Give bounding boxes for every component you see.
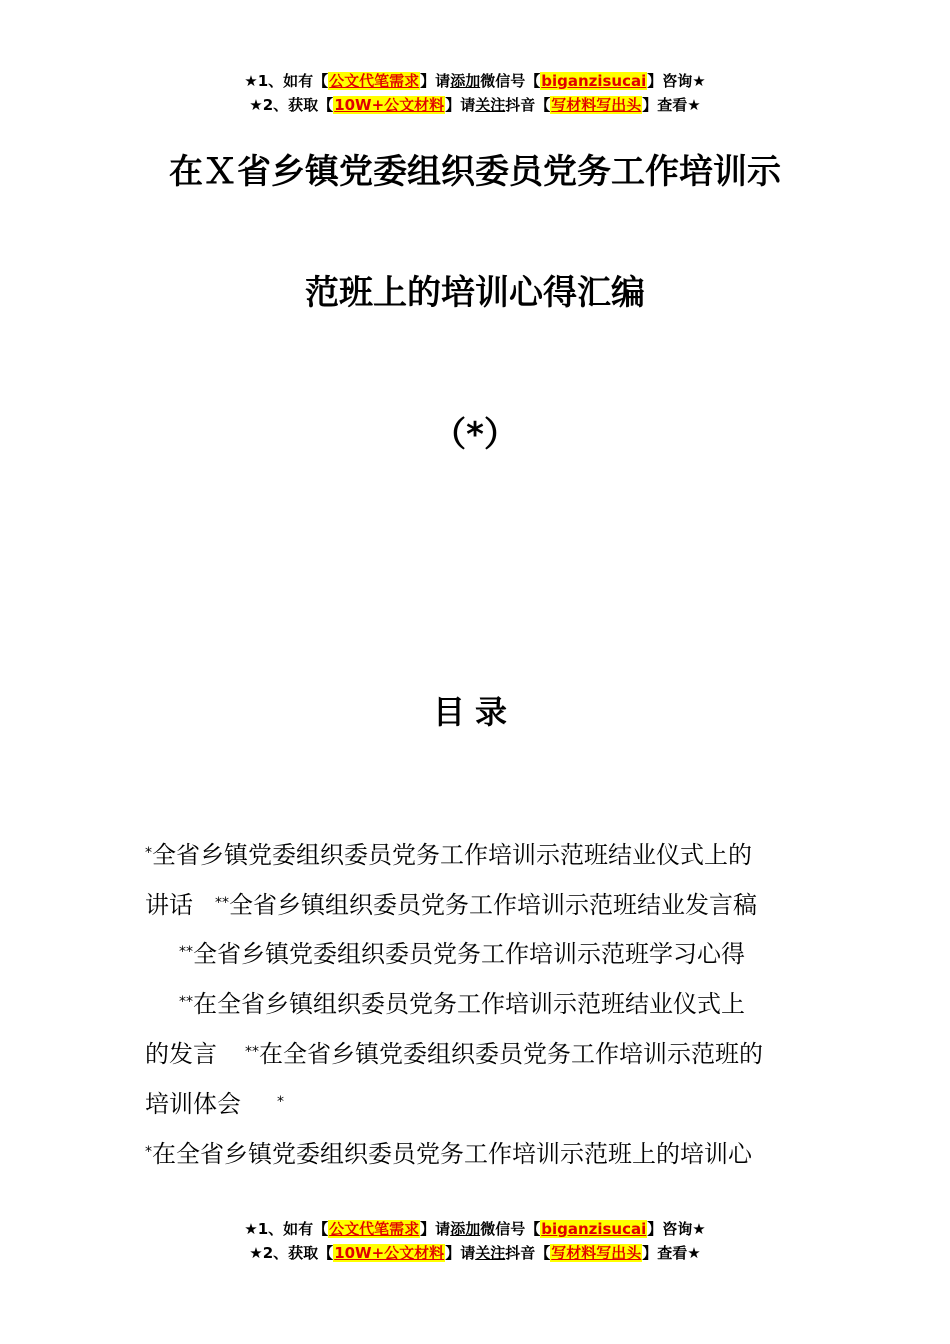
service-highlight: 公文代笔需求 [329, 72, 420, 90]
toc-line: 讲话 **全省乡镇组织委员党务工作培训示范班结业发言稿 [145, 891, 757, 919]
bottom-banner [0, 1217, 950, 1265]
document-title-line-1: 在Ｘ省乡镇党委组织委员党务工作培训示 [169, 152, 781, 192]
douyin-id-highlight: 写材料写出头 [551, 96, 642, 114]
materials-highlight: 10W+公文材料 [334, 1244, 445, 1262]
toc-line: **在全省乡镇组织委员党务工作培训示范班结业仪式上 [179, 990, 745, 1018]
document-title-line-2: 范班上的培训心得汇编 [305, 273, 645, 313]
banner-line-2: ★2、获取【10W+公文材料】请关注抖音【写材料写出头】查看★ [249, 1244, 701, 1262]
materials-highlight: 10W+公文材料 [334, 96, 445, 114]
toc-line: *全省乡镇党委组织委员党务工作培训示范班结业仪式上的 [145, 841, 752, 869]
toc-line: *在全省乡镇党委组织委员党务工作培训示范班上的培训心 [145, 1140, 752, 1168]
banner-line-2: ★2、获取【10W+公文材料】请关注抖音【写材料写出头】查看★ [249, 96, 701, 114]
toc-line: 的发言 **在全省乡镇党委组织委员党务工作培训示范班的 [145, 1040, 763, 1068]
document-subtitle: （*） [432, 415, 518, 455]
top-banner [0, 69, 950, 117]
toc-line: **全省乡镇党委组织委员党务工作培训示范班学习心得 [179, 940, 745, 968]
banner-line-1: ★1、如有【公文代笔需求】请添加微信号【biganzisucai】咨询★ [244, 1220, 706, 1238]
toc-heading: 目录 [432, 693, 517, 731]
douyin-id-highlight: 写材料写出头 [551, 1244, 642, 1262]
service-highlight: 公文代笔需求 [329, 1220, 420, 1238]
wechat-id-highlight: biganzisucai [541, 72, 647, 90]
toc-line: 培训体会 * [145, 1090, 284, 1118]
banner-line-1: ★1、如有【公文代笔需求】请添加微信号【biganzisucai】咨询★ [244, 72, 706, 90]
wechat-id-highlight: biganzisucai [541, 1220, 647, 1238]
